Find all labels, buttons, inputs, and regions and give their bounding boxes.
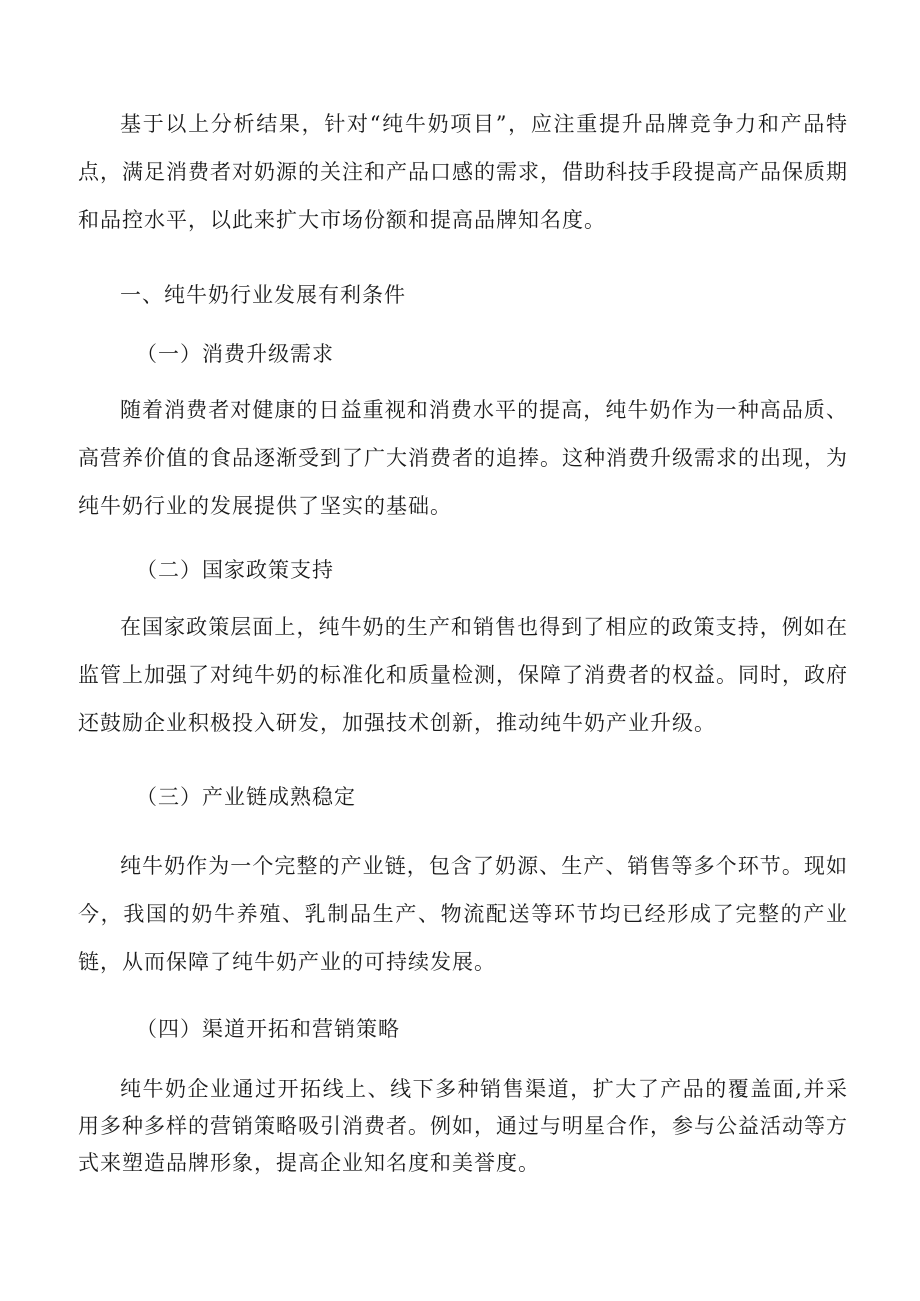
subsection-4-heading-block	[78, 1014, 848, 1044]
intro-block	[78, 100, 848, 244]
subsection-1-heading-block	[78, 339, 848, 369]
section-heading: 一、纯牛奶行业发展有利条件	[120, 283, 406, 307]
subsection-3-heading-block	[78, 782, 848, 812]
intro-paragraph: 基于以上分析结果，针对“纯牛奶项目”，应注重提升品牌竞争力和产品特点，满足消费者对奶源的关注和产品口感的需求，借助科技手段提高产品保质期和品控水平，以此来扩大市场份额和提高品牌知名度。	[78, 112, 848, 232]
subsection-3-heading: （三）产业链成熟稳定	[136, 785, 356, 809]
subsection-2-heading: （二）国家政策支持	[136, 558, 334, 582]
subsection-4-heading: （四）渠道开拓和营销策略	[136, 1017, 400, 1041]
subsection-2-body: 在国家政策层面上，纯牛奶的生产和销售也得到了相应的政策支持，例如在监管上加强了对纯牛奶的标准化和质量检测，保障了消费者的权益。同时，政府还鼓励企业积极投入研发，加强技术创新，推动纯牛奶产业升级。	[78, 615, 848, 735]
subsection-1-body-block	[78, 386, 848, 530]
subsection-1-heading: （一）消费升级需求	[136, 342, 334, 366]
subsection-1-body: 随着消费者对健康的日益重视和消费水平的提高，纯牛奶作为一种高品质、高营养价值的食品逐渐受到了广大消费者的追捧。这种消费升级需求的出现，为纯牛奶行业的发展提供了坚实的基础。	[78, 398, 848, 518]
subsection-3-body-block	[78, 842, 848, 986]
subsection-2-body-block	[78, 603, 848, 747]
section-heading-block	[78, 280, 848, 310]
subsection-2-heading-block	[78, 555, 848, 585]
subsection-3-body: 纯牛奶作为一个完整的产业链，包含了奶源、生产、销售等多个环节。现如今，我国的奶牛养殖、乳制品生产、物流配送等环节均已经形成了完整的产业链，从而保障了纯牛奶产业的可持续发展。	[78, 854, 848, 974]
subsection-4-body: 纯牛奶企业通过开拓线上、线下多种销售渠道，扩大了产品的覆盖面,并采用多种多样的营销策略吸引消费者。例如，通过与明星合作，参与公益活动等方式来塑造品牌形象，提高企业知名度和美誉度。	[78, 1077, 848, 1175]
subsection-4-body-block	[78, 1071, 848, 1182]
